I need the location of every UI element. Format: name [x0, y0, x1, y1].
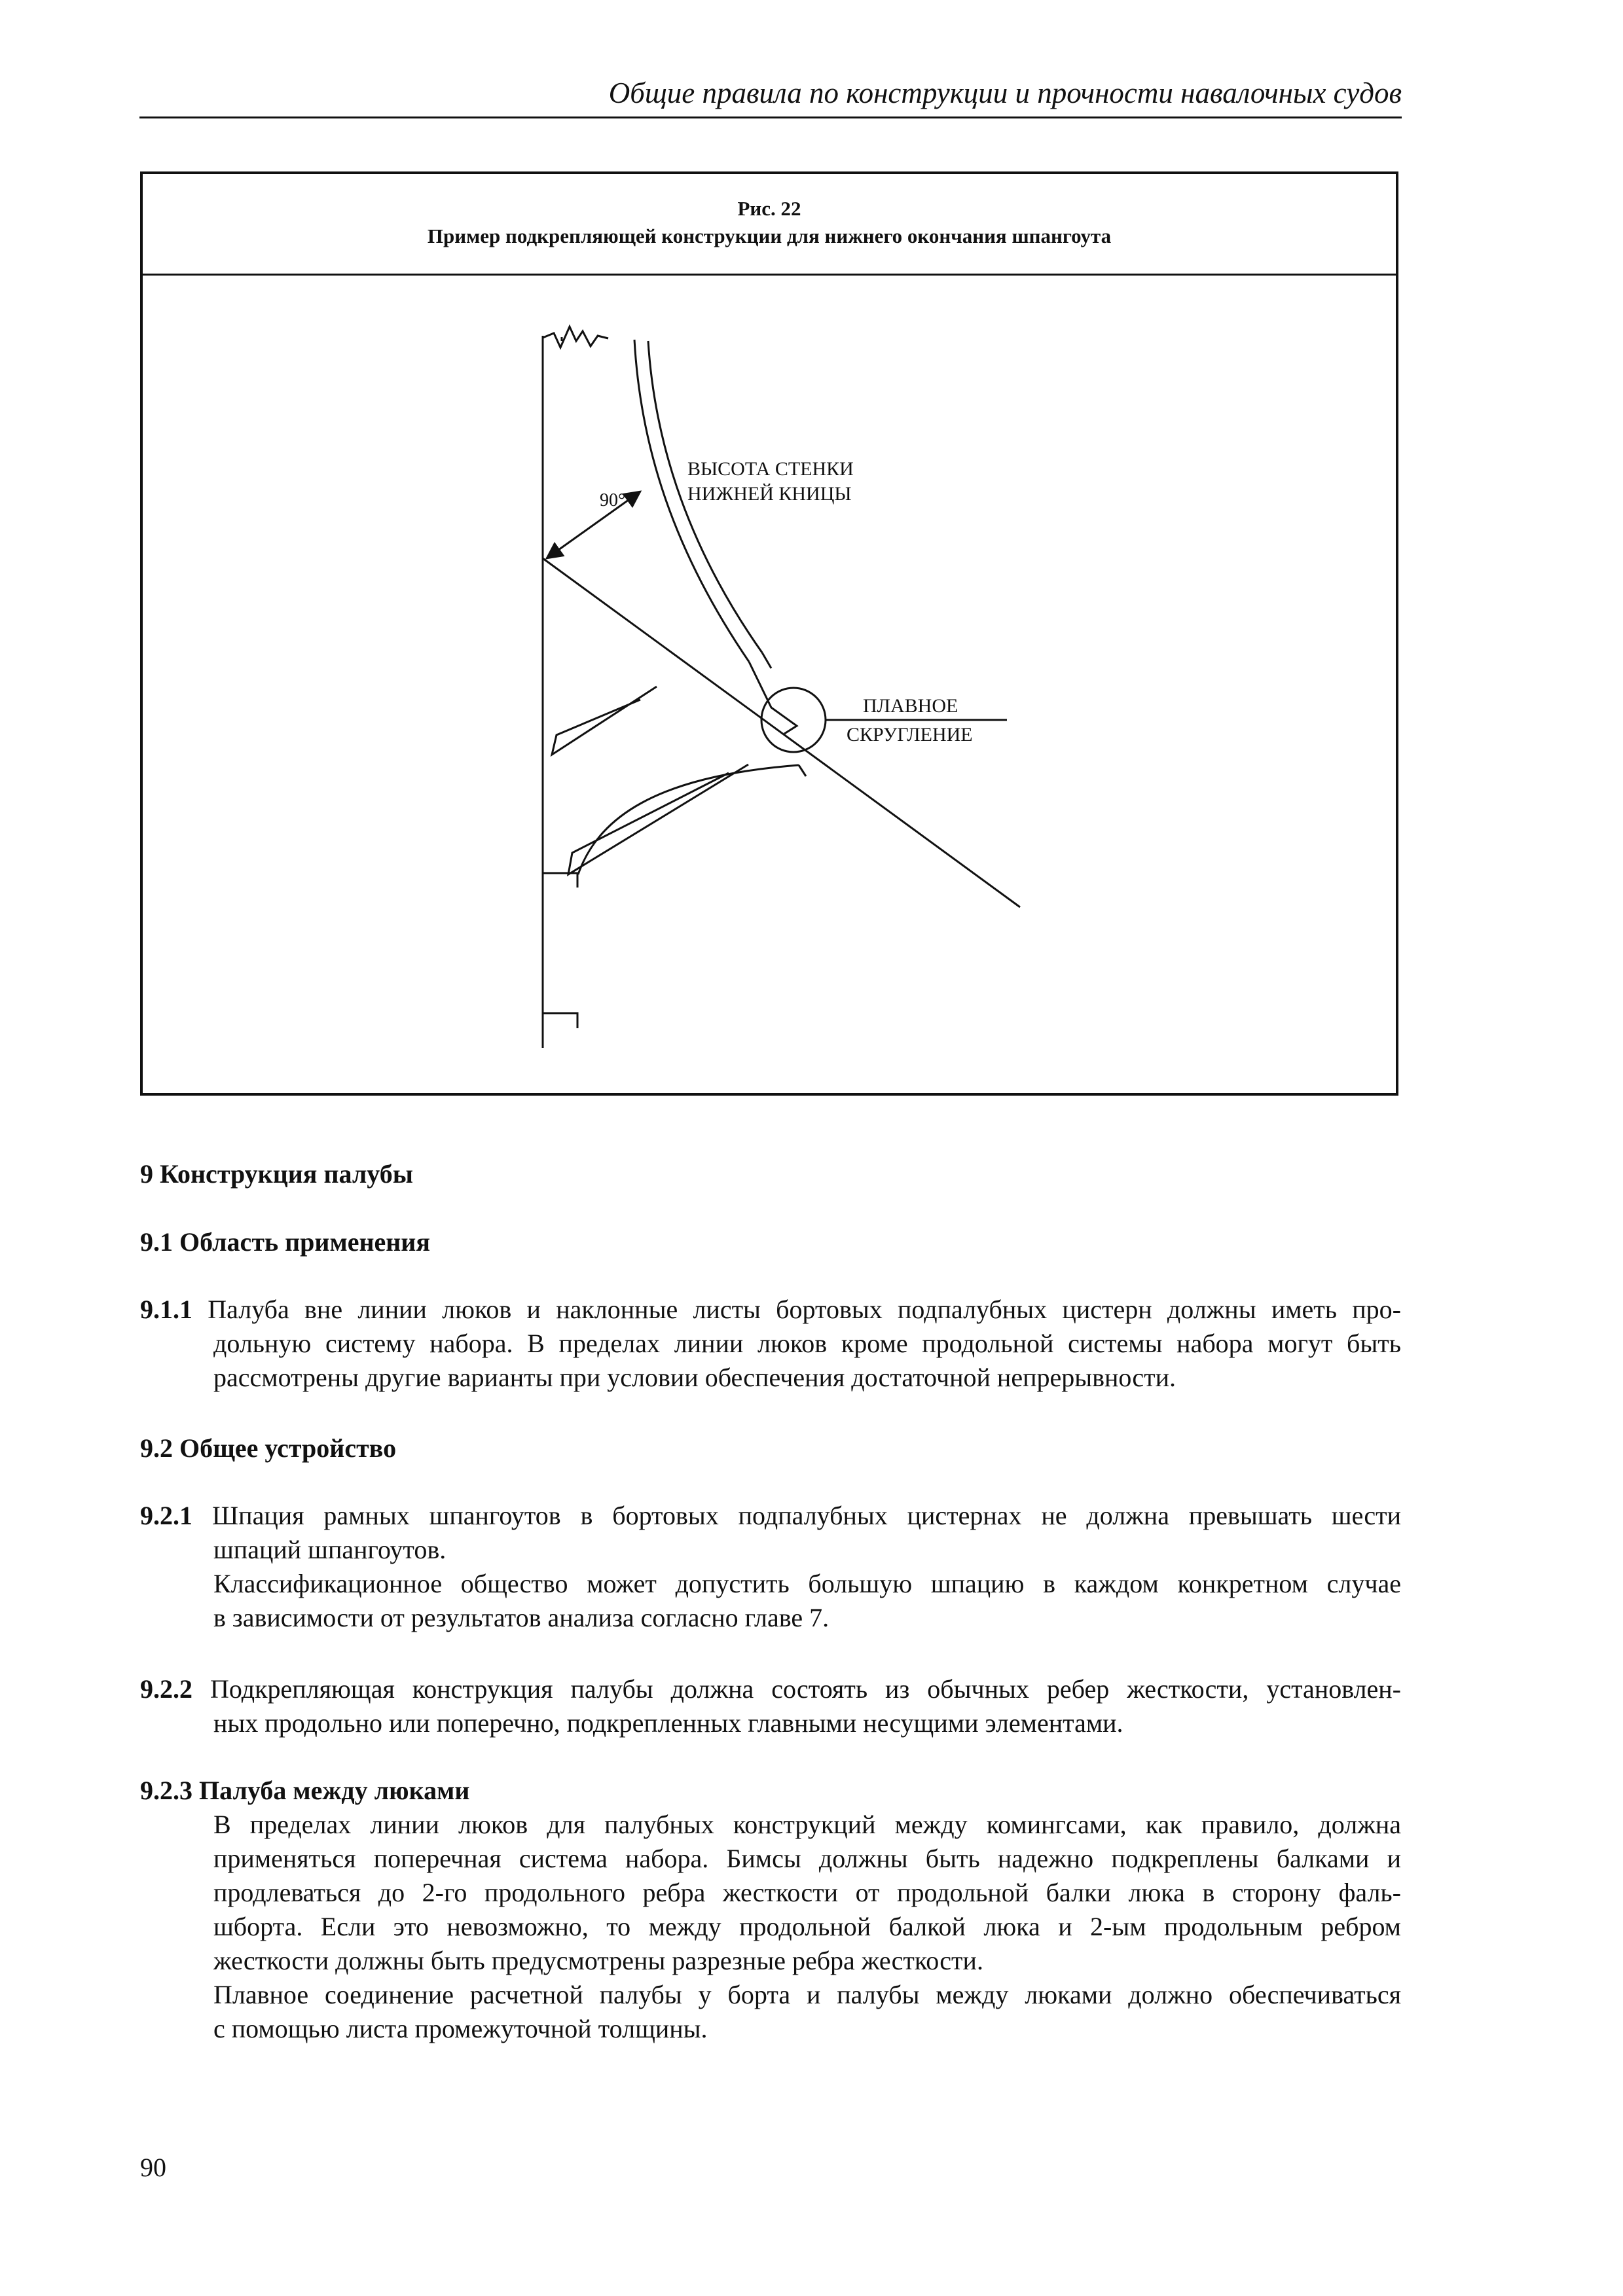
paragraph-line: ных продольно или поперечно, подкрепленных главными несущими элементами. — [213, 1708, 1123, 1738]
paragraph-line: с помощью листа промежуточной толщины. — [213, 2014, 708, 2043]
figure-title: Пример подкрепляющей конструкции для нижнего окончания шпангоута — [427, 224, 1112, 247]
stiffener-mark-lower — [568, 764, 748, 874]
arc-toe — [799, 765, 806, 776]
section-9-1-heading: 9.1 Область применения — [140, 1227, 430, 1257]
flange-end — [749, 662, 797, 734]
paragraph-line: шборта. Если это невозможно, то между продольной балкой люка и 2-ым продольным ребром — [213, 1912, 1401, 1941]
page-number: 90 — [140, 2153, 166, 2182]
paragraph-line: Классификационное общество может допустить большую шпацию в каждом конкретном случае — [213, 1569, 1401, 1598]
web-height-label-2: НИЖНЕЙ КНИЦЫ — [687, 483, 852, 505]
frame-bracket-drawing — [143, 276, 1396, 1094]
paragraph-line: шпаций шпангоутов. — [213, 1535, 447, 1564]
stiffener-profile-lower — [543, 1013, 577, 1028]
paragraph-line: 9.2.1 Шпация рамных шпангоутов в бортовых подпалубных цистернах не должна превышать шести — [140, 1501, 1401, 1530]
paragraph-line: Плавное соединение расчетной палубы у борта и палубы между люками должно обеспечиваться — [213, 1980, 1401, 2009]
paragraph-line: в зависимости от результатов анализа согласно главе 7. — [213, 1603, 830, 1632]
web-height-dimension — [547, 492, 640, 558]
paragraph-line: рассмотрены другие варианты при условии обеспечения достаточной непрерывности. — [213, 1363, 1176, 1392]
paragraph-line: В пределах линии люков для палубных конструкций между комингсами, как правило, должна — [213, 1810, 1401, 1839]
section-9-2-heading: 9.2 Общее устройство — [140, 1433, 397, 1463]
header-rule — [139, 117, 1402, 118]
running-header: Общие правила по конструкции и прочности навалочных судов — [608, 77, 1402, 109]
subsection-title: 9.2.3 Палуба между люками — [140, 1776, 470, 1805]
paragraph-number: 9.1.1 — [140, 1295, 192, 1324]
smooth-rounding-label-1: ПЛАВНОЕ — [863, 695, 958, 717]
paragraph-9-2-1 — [140, 1499, 1401, 1635]
paragraph-line: 9.1.1 Палуба вне линии люков и наклонные листы бортовых подпалубных цистерн должны иметь про- — [140, 1295, 1401, 1324]
bracket-arc — [578, 765, 799, 874]
stiffener-mark-upper — [552, 687, 657, 755]
paragraph-number: 9.2.2 — [140, 1674, 192, 1704]
angle-label: 90° — [600, 490, 626, 511]
figure-number: Рис. 22 — [737, 197, 801, 220]
paragraph-9-1-1 — [140, 1293, 1401, 1395]
figure-box — [140, 171, 1398, 1096]
smooth-rounding-label-2: СКРУГЛЕНИЕ — [847, 724, 973, 745]
section-9-heading: 9 Конструкция палубы — [140, 1159, 413, 1189]
paragraph-line: дольную систему набора. В пределах линии люков кроме продольной системы набора могут быть — [213, 1329, 1401, 1358]
paragraph-line: 9.2.2 Подкрепляющая конструкция палубы должна состоять из обычных ребер жесткости, установлен- — [140, 1674, 1401, 1704]
paragraph-line: продлеваться до 2-го продольного ребра жесткости от продольной балки люка в сторону фаль- — [213, 1878, 1401, 1907]
paragraph-9-2-2 — [140, 1672, 1401, 1740]
paragraph-line: жесткости должны быть предусмотрены разрезные ребра жесткости. — [213, 1946, 983, 1975]
web-height-label-1: ВЫСОТА СТЕНКИ — [687, 458, 854, 480]
paragraph-number: 9.2.1 — [140, 1501, 192, 1530]
flange-end-inner — [762, 653, 771, 668]
paragraph-line: применяться поперечная система набора. Бимсы должны быть надежно подкреплены балками и — [213, 1844, 1401, 1873]
stiffener-profile-upper — [543, 873, 577, 888]
figure-caption — [143, 174, 1396, 276]
break-line — [543, 327, 608, 348]
paragraph-9-2-3 — [140, 1774, 1401, 2046]
